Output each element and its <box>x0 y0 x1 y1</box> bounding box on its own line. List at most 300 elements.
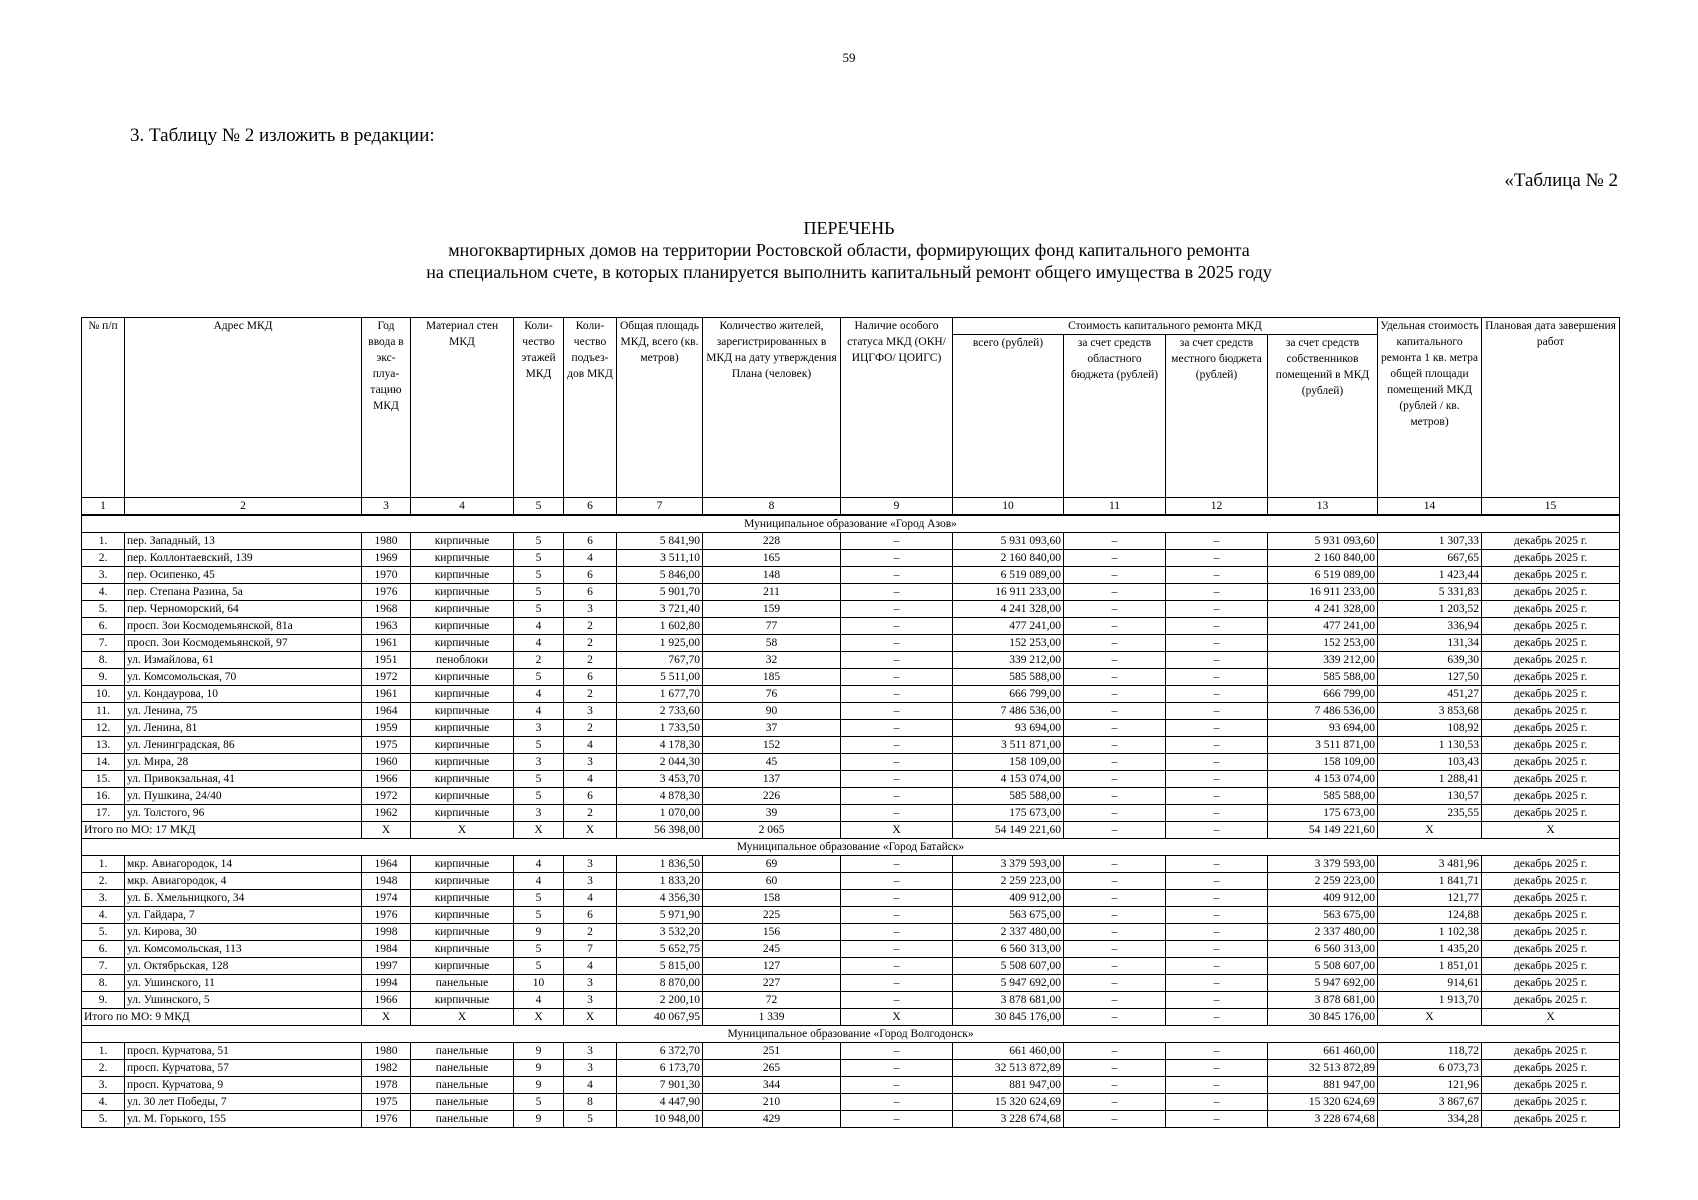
table-cell: 3 453,70 <box>617 771 703 788</box>
section-title: Муниципальное образование «Город Азов» <box>82 515 1620 533</box>
table-cell: 235,55 <box>1378 805 1482 822</box>
table-cell: декабрь 2025 г. <box>1482 567 1620 584</box>
table-cell: – <box>841 567 953 584</box>
total-cell: – <box>1166 822 1268 839</box>
header-cost-group: Стоимость капитального ремонта МКД <box>953 318 1378 335</box>
table-cell: 130,57 <box>1378 788 1482 805</box>
table-cell: 5 <box>514 771 564 788</box>
table-cell: 1964 <box>362 856 411 873</box>
table-cell: – <box>1166 771 1268 788</box>
header-cost-owners: за счет средств собственников помещений в МКД (рублей) <box>1268 335 1378 498</box>
title-line-1: ПЕРЕЧЕНЬ <box>803 218 895 238</box>
header-material: Материал стен МКД <box>411 318 514 498</box>
table-cell: 3 867,67 <box>1378 1094 1482 1111</box>
table-cell: ул. Комсомольская, 70 <box>125 669 362 686</box>
table-cell: – <box>1166 907 1268 924</box>
table-cell: 2 259 223,00 <box>953 873 1064 890</box>
table-cell: 6 519 089,00 <box>953 567 1064 584</box>
table-row <box>82 958 1620 975</box>
table-cell: 3 228 674,68 <box>953 1111 1064 1128</box>
table-cell: кирпичные <box>411 907 514 924</box>
table-cell: 6 <box>564 533 617 550</box>
table-cell: 3 532,20 <box>617 924 703 941</box>
table-cell: кирпичные <box>411 754 514 771</box>
total-cell: X <box>564 1009 617 1026</box>
header-floors: Коли-чество этажей МКД <box>514 318 564 498</box>
table-cell: 2 160 840,00 <box>1268 550 1378 567</box>
table-cell: – <box>1166 805 1268 822</box>
table-cell: 4 <box>564 958 617 975</box>
table-cell: – <box>1064 720 1166 737</box>
table-cell: – <box>1064 873 1166 890</box>
table-cell: 1 602,80 <box>617 618 703 635</box>
table-cell: 451,27 <box>1378 686 1482 703</box>
table-cell: 5 <box>514 788 564 805</box>
section-title: Муниципальное образование «Город Волгодонск» <box>82 1026 1620 1043</box>
table-cell: 10 <box>514 975 564 992</box>
table-cell: декабрь 2025 г. <box>1482 992 1620 1009</box>
table-cell: 4 <box>564 550 617 567</box>
table-cell: – <box>841 805 953 822</box>
table-cell: 1976 <box>362 1111 411 1128</box>
table-cell: панельные <box>411 1060 514 1077</box>
table-cell: 2 337 480,00 <box>953 924 1064 941</box>
table-cell: кирпичные <box>411 635 514 652</box>
table-cell: – <box>841 754 953 771</box>
table-cell: ул. Мира, 28 <box>125 754 362 771</box>
table-row <box>82 686 1620 703</box>
table-cell: – <box>1166 1077 1268 1094</box>
table-cell: – <box>1166 856 1268 873</box>
table-cell: 1980 <box>362 533 411 550</box>
table-cell: – <box>1064 992 1166 1009</box>
table-cell: – <box>1166 890 1268 907</box>
column-number: 1 <box>82 498 125 516</box>
table-cell: 11. <box>82 703 125 720</box>
table-cell: 165 <box>703 550 841 567</box>
table-cell: кирпичные <box>411 788 514 805</box>
document-title <box>0 217 1698 283</box>
table-row <box>82 941 1620 958</box>
table-cell: 6 173,70 <box>617 1060 703 1077</box>
table-cell: 3 <box>564 601 617 618</box>
table-cell: декабрь 2025 г. <box>1482 550 1620 567</box>
table-cell: 2 160 840,00 <box>953 550 1064 567</box>
table-cell: 118,72 <box>1378 1043 1482 1060</box>
table-row <box>82 737 1620 754</box>
table-cell: 5. <box>82 601 125 618</box>
table-cell: 1975 <box>362 737 411 754</box>
table-cell: 58 <box>703 635 841 652</box>
table-cell: 881 947,00 <box>953 1077 1064 1094</box>
table-cell: – <box>841 873 953 890</box>
table-cell: декабрь 2025 г. <box>1482 1043 1620 1060</box>
table-cell: 2 <box>564 618 617 635</box>
table-row <box>82 771 1620 788</box>
table-cell: 1 913,70 <box>1378 992 1482 1009</box>
table-cell: 4 <box>514 873 564 890</box>
table-cell: 251 <box>703 1043 841 1060</box>
table-cell: 2 733,60 <box>617 703 703 720</box>
table-cell: – <box>841 737 953 754</box>
table-cell: 3 721,40 <box>617 601 703 618</box>
table-cell: 227 <box>703 975 841 992</box>
table-cell: 32 <box>703 652 841 669</box>
table-cell: 1969 <box>362 550 411 567</box>
table-cell: – <box>1064 601 1166 618</box>
table-cell: 3 379 593,00 <box>1268 856 1378 873</box>
table-row <box>82 856 1620 873</box>
table-cell: – <box>1064 618 1166 635</box>
table-cell: – <box>841 771 953 788</box>
table-cell: 1980 <box>362 1043 411 1060</box>
table-cell: декабрь 2025 г. <box>1482 1077 1620 1094</box>
total-cell: 54 149 221,60 <box>953 822 1064 839</box>
table-cell: 226 <box>703 788 841 805</box>
table-cell: 1961 <box>362 686 411 703</box>
table-cell: – <box>1166 533 1268 550</box>
column-number: 10 <box>953 498 1064 516</box>
header-year: Год ввода в экс-плуа-тацию МКД <box>362 318 411 498</box>
table-cell: декабрь 2025 г. <box>1482 669 1620 686</box>
table-cell: 6 073,73 <box>1378 1060 1482 1077</box>
table-cell: 5. <box>82 924 125 941</box>
table-cell: 585 588,00 <box>1268 788 1378 805</box>
table-cell: 1 307,33 <box>1378 533 1482 550</box>
table-cell: – <box>841 856 953 873</box>
table-cell: – <box>1166 618 1268 635</box>
table-cell: 6 560 313,00 <box>1268 941 1378 958</box>
page-number: 59 <box>842 50 856 65</box>
table-cell: 2. <box>82 550 125 567</box>
table-cell: 3 <box>564 1060 617 1077</box>
table-cell: 4 356,30 <box>617 890 703 907</box>
table-cell: декабрь 2025 г. <box>1482 941 1620 958</box>
table-cell: 4 <box>514 703 564 720</box>
table-cell: – <box>1064 635 1166 652</box>
table-cell: кирпичные <box>411 584 514 601</box>
table-cell: 9 <box>514 1060 564 1077</box>
table-cell: 6 <box>564 584 617 601</box>
table-cell: 2 <box>564 652 617 669</box>
table-cell: – <box>841 550 953 567</box>
table-cell: 1 836,50 <box>617 856 703 873</box>
table-cell: пер. Черноморский, 64 <box>125 601 362 618</box>
table-cell: – <box>1064 703 1166 720</box>
table-cell: декабрь 2025 г. <box>1482 584 1620 601</box>
table-cell: – <box>1064 754 1166 771</box>
table-cell: 5 <box>514 941 564 958</box>
table-cell: 13. <box>82 737 125 754</box>
table-cell: 585 588,00 <box>953 669 1064 686</box>
table-cell: 127,50 <box>1378 669 1482 686</box>
table-cell: 93 694,00 <box>953 720 1064 737</box>
table-cell: 4 241 328,00 <box>1268 601 1378 618</box>
table-cell: 225 <box>703 907 841 924</box>
table-cell: кирпичные <box>411 924 514 941</box>
column-number: 2 <box>125 498 362 516</box>
total-cell: 2 065 <box>703 822 841 839</box>
table-cell: пер. Степана Разина, 5а <box>125 584 362 601</box>
table-cell: – <box>1064 669 1166 686</box>
table-cell: 1 841,71 <box>1378 873 1482 890</box>
table-row <box>82 805 1620 822</box>
table-cell: – <box>1166 567 1268 584</box>
table-cell: декабрь 2025 г. <box>1482 958 1620 975</box>
table-cell: 156 <box>703 924 841 941</box>
table-cell: кирпичные <box>411 958 514 975</box>
table-cell: – <box>841 1094 953 1111</box>
column-number: 12 <box>1166 498 1268 516</box>
table-cell: 77 <box>703 618 841 635</box>
table-cell: – <box>1064 533 1166 550</box>
table-cell: 17. <box>82 805 125 822</box>
table-cell: кирпичные <box>411 992 514 1009</box>
table-cell: 5 508 607,00 <box>1268 958 1378 975</box>
total-cell: X <box>514 1009 564 1026</box>
table-cell: кирпичные <box>411 890 514 907</box>
table-cell: декабрь 2025 г. <box>1482 805 1620 822</box>
table-cell: 5 <box>564 1111 617 1128</box>
table-cell: 1982 <box>362 1060 411 1077</box>
table-cell: 1975 <box>362 1094 411 1111</box>
table-cell: 1962 <box>362 805 411 822</box>
table-cell: ул. Привокзальная, 41 <box>125 771 362 788</box>
table-cell: 767,70 <box>617 652 703 669</box>
table-cell: кирпичные <box>411 805 514 822</box>
table-cell: 152 253,00 <box>1268 635 1378 652</box>
table-cell: 1 435,20 <box>1378 941 1482 958</box>
table-cell: 8. <box>82 975 125 992</box>
table-cell: декабрь 2025 г. <box>1482 856 1620 873</box>
table-cell: 45 <box>703 754 841 771</box>
table-cell: 585 588,00 <box>953 788 1064 805</box>
table-cell: – <box>1064 686 1166 703</box>
table-cell: 4. <box>82 1094 125 1111</box>
table-cell: 914,61 <box>1378 975 1482 992</box>
column-number: 6 <box>564 498 617 516</box>
table-cell: – <box>841 924 953 941</box>
table-cell: – <box>1166 873 1268 890</box>
table-cell: 344 <box>703 1077 841 1094</box>
total-cell: – <box>1064 1009 1166 1026</box>
table-cell: ул. Пушкина, 24/40 <box>125 788 362 805</box>
table-cell: 6 372,70 <box>617 1043 703 1060</box>
table-cell: декабрь 2025 г. <box>1482 924 1620 941</box>
table-cell: 1 203,52 <box>1378 601 1482 618</box>
column-number: 3 <box>362 498 411 516</box>
table-cell: 15. <box>82 771 125 788</box>
table-cell: 158 <box>703 890 841 907</box>
table-cell: 148 <box>703 567 841 584</box>
table-cell: – <box>841 635 953 652</box>
table-cell: 1 070,00 <box>617 805 703 822</box>
total-cell: X <box>1378 822 1482 839</box>
table-cell: – <box>1064 805 1166 822</box>
table-cell: – <box>1166 686 1268 703</box>
table-row <box>82 992 1620 1009</box>
total-cell: X <box>564 822 617 839</box>
table-cell: 3 <box>564 975 617 992</box>
table-cell: 1966 <box>362 771 411 788</box>
table-cell: 667,65 <box>1378 550 1482 567</box>
table-cell: 3 <box>514 720 564 737</box>
table-cell: 2. <box>82 1060 125 1077</box>
table-cell: 4 <box>514 635 564 652</box>
table-cell: 666 799,00 <box>1268 686 1378 703</box>
table-cell: 8 <box>564 1094 617 1111</box>
table-cell: 1959 <box>362 720 411 737</box>
table-cell: панельные <box>411 975 514 992</box>
header-address: Адрес МКД <box>125 318 362 498</box>
table-cell: ул. Гайдара, 7 <box>125 907 362 924</box>
table-row <box>82 533 1620 550</box>
table-cell: ул. Комсомольская, 113 <box>125 941 362 958</box>
table-cell: декабрь 2025 г. <box>1482 890 1620 907</box>
table-row <box>82 1094 1620 1111</box>
table-cell: декабрь 2025 г. <box>1482 975 1620 992</box>
table-cell: – <box>841 584 953 601</box>
table-cell: 1976 <box>362 584 411 601</box>
table-cell: 339 212,00 <box>1268 652 1378 669</box>
table-cell: 10 948,00 <box>617 1111 703 1128</box>
section-header-row <box>82 515 1620 533</box>
table-cell: 4 153 074,00 <box>1268 771 1378 788</box>
table-cell: – <box>841 992 953 1009</box>
table-cell: 2 <box>564 686 617 703</box>
table-cell: просп. Зои Космодемьянской, 97 <box>125 635 362 652</box>
table-cell: 245 <box>703 941 841 958</box>
table-cell: 1972 <box>362 669 411 686</box>
header-unit-cost: Удельная стоимость капитального ремонта 1 кв. метра общей площади помещений МКД (рублей / кв. метров) <box>1378 318 1482 498</box>
table-cell: панельные <box>411 1111 514 1128</box>
table-cell: 1951 <box>362 652 411 669</box>
table-cell: ул. Октябрьская, 128 <box>125 958 362 975</box>
table-cell: 3 878 681,00 <box>953 992 1064 1009</box>
table-cell: 90 <box>703 703 841 720</box>
table-cell: 336,94 <box>1378 618 1482 635</box>
table-cell: – <box>1166 1111 1268 1128</box>
total-row <box>82 1009 1620 1026</box>
table-cell: кирпичные <box>411 720 514 737</box>
total-cell: 30 845 176,00 <box>953 1009 1064 1026</box>
table-cell: декабрь 2025 г. <box>1482 737 1620 754</box>
table-cell: кирпичные <box>411 856 514 873</box>
table-cell: 5 <box>514 550 564 567</box>
table-cell: 4 <box>564 1077 617 1094</box>
table-cell: 121,96 <box>1378 1077 1482 1094</box>
table-cell: 8. <box>82 652 125 669</box>
table-cell: 158 109,00 <box>953 754 1064 771</box>
table-cell: 5 <box>514 1094 564 1111</box>
table-cell: 881 947,00 <box>1268 1077 1378 1094</box>
table-cell: 1984 <box>362 941 411 958</box>
table-cell: декабрь 2025 г. <box>1482 873 1620 890</box>
column-number: 8 <box>703 498 841 516</box>
table-cell: 5 <box>514 737 564 754</box>
table-cell: – <box>1166 635 1268 652</box>
column-number: 5 <box>514 498 564 516</box>
table-row <box>82 618 1620 635</box>
table-cell: мкр. Авиагородок, 4 <box>125 873 362 890</box>
header-area: Общая площадь МКД, всего (кв. метров) <box>617 318 703 498</box>
table-cell: – <box>841 941 953 958</box>
column-number: 13 <box>1268 498 1378 516</box>
title-line-3: на специальном счете, в которых планируется выполнить капитальный ремонт общего имущества в 2025 году <box>426 262 1272 282</box>
total-cell: 54 149 221,60 <box>1268 822 1378 839</box>
table-cell: 4 878,30 <box>617 788 703 805</box>
table-cell: 1. <box>82 533 125 550</box>
table-cell: 1976 <box>362 907 411 924</box>
table-cell: 15 320 624,69 <box>1268 1094 1378 1111</box>
table-cell: 5 841,90 <box>617 533 703 550</box>
table-row <box>82 652 1620 669</box>
table-cell: 10. <box>82 686 125 703</box>
table-cell: 7 901,30 <box>617 1077 703 1094</box>
table-row <box>82 890 1620 907</box>
table-cell: декабрь 2025 г. <box>1482 635 1620 652</box>
total-cell: X <box>841 822 953 839</box>
table-cell: кирпичные <box>411 737 514 754</box>
column-number: 7 <box>617 498 703 516</box>
table-cell: 5 971,90 <box>617 907 703 924</box>
table-cell: декабрь 2025 г. <box>1482 703 1620 720</box>
table-cell: 175 673,00 <box>953 805 1064 822</box>
total-cell: – <box>1166 1009 1268 1026</box>
table-cell: 1 925,00 <box>617 635 703 652</box>
table-cell: – <box>1166 958 1268 975</box>
table-cell: ул. Ленина, 75 <box>125 703 362 720</box>
table-cell: 9. <box>82 992 125 1009</box>
header-cost-local: за счет средств местного бюджета (рублей) <box>1166 335 1268 498</box>
table-cell: 4 178,30 <box>617 737 703 754</box>
table-cell: 1961 <box>362 635 411 652</box>
table-cell: 210 <box>703 1094 841 1111</box>
table-cell: 1970 <box>362 567 411 584</box>
table-cell: 1948 <box>362 873 411 890</box>
column-number: 9 <box>841 498 953 516</box>
table-cell: 1964 <box>362 703 411 720</box>
table-cell: 5 <box>514 533 564 550</box>
table-cell: 3 481,96 <box>1378 856 1482 873</box>
column-numbers-row <box>82 498 1620 516</box>
table-cell: – <box>1064 1077 1166 1094</box>
table-cell: – <box>1166 550 1268 567</box>
table-cell: 3 511 871,00 <box>1268 737 1378 754</box>
table-cell: – <box>841 890 953 907</box>
table-cell: 127 <box>703 958 841 975</box>
table-cell: 429 <box>703 1111 841 1128</box>
column-number: 15 <box>1482 498 1620 516</box>
table-cell: – <box>841 1077 953 1094</box>
table-cell: 6 519 089,00 <box>1268 567 1378 584</box>
table-cell: – <box>1064 975 1166 992</box>
table-cell: 3 853,68 <box>1378 703 1482 720</box>
table-cell: 5 511,00 <box>617 669 703 686</box>
header-cost-regional: за счет средств областного бюджета (рублей) <box>1064 335 1166 498</box>
header-residents: Количество жителей, зарегистрированных в МКД на дату утверждения Плана (человек) <box>703 318 841 498</box>
table-row <box>82 720 1620 737</box>
table-label: «Таблица № 2 <box>1504 170 1618 191</box>
table-cell: кирпичные <box>411 873 514 890</box>
table-cell: – <box>1064 737 1166 754</box>
table-cell: – <box>841 1111 953 1128</box>
table-cell: 1 423,44 <box>1378 567 1482 584</box>
table-cell: 4 153 074,00 <box>953 771 1064 788</box>
table-cell: ул. Измайлова, 61 <box>125 652 362 669</box>
table-cell: 39 <box>703 805 841 822</box>
table-cell: 661 460,00 <box>953 1043 1064 1060</box>
